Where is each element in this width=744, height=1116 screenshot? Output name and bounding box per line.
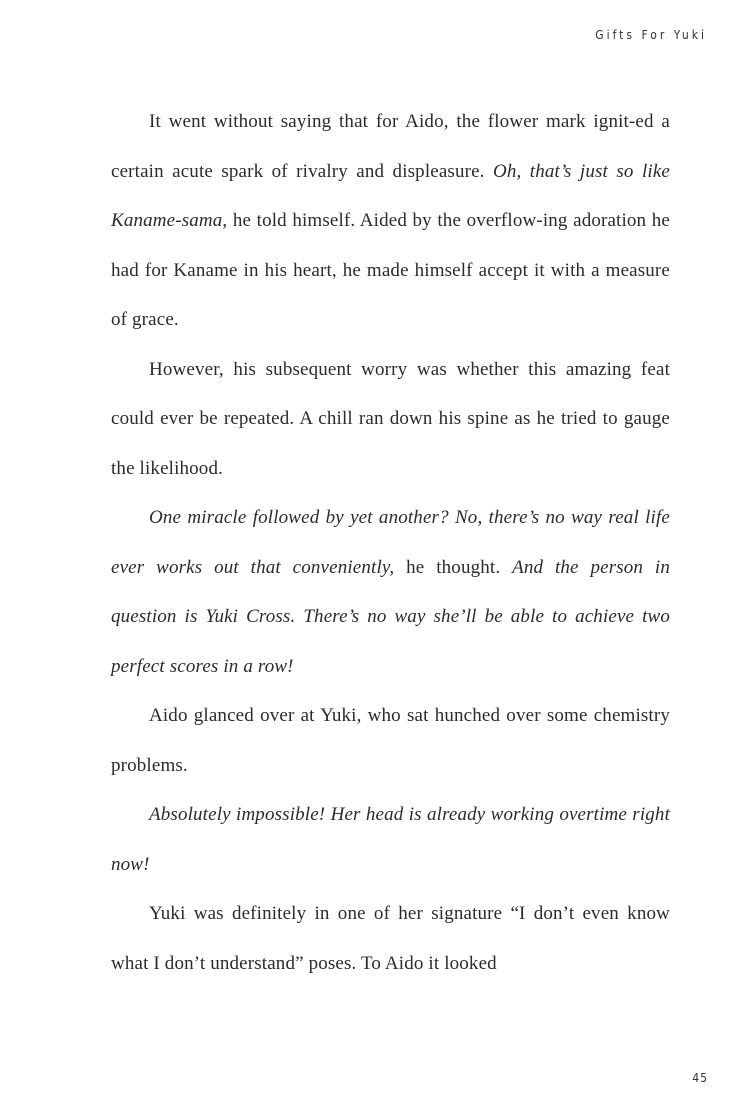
paragraph-1 bbox=[111, 97, 670, 345]
page-body bbox=[111, 97, 670, 988]
paragraph-3-plain: he thought. bbox=[394, 556, 513, 578]
paragraph-3-italic-2: And the person in question is Yuki Cross. There’s no way she’ll be able to achieve two perfect scores in a row! bbox=[111, 556, 670, 677]
running-header-title: Gifts For Yuki bbox=[595, 28, 707, 42]
paragraph-5: Absolutely impossible! Her head is already working overtime right now! bbox=[111, 804, 670, 875]
paragraph-6: Yuki was definitely in one of her signature “I don’t even know what I don’t understand” poses. To Aido it looked bbox=[111, 903, 670, 974]
paragraph-1-text: It went without saying that for Aido, the flower mark ignit-ed a certain acute spark of rivalry and displeasure. bbox=[111, 111, 670, 182]
paragraph-3-italic-1: One miracle followed by yet another? No, there’s no way real life ever works out that conveniently, bbox=[111, 507, 670, 578]
paragraph-1-italic: Oh, that’s just so like Kaname-sama bbox=[111, 160, 670, 231]
paragraph-3 bbox=[111, 493, 670, 691]
paragraph-1-tail: , he told himself. Aided by the overflow-ing adoration he had for Kaname in his heart, he made himself accept it with a measure of grace. bbox=[111, 210, 670, 330]
paragraph-4: Aido glanced over at Yuki, who sat hunched over some chemistry problems. bbox=[111, 705, 670, 776]
page-number: 45 bbox=[692, 1071, 708, 1085]
paragraph-2: However, his subsequent worry was whether this amazing feat could ever be repeated. A chill ran down his spine as he tried to gauge the likelihood. bbox=[111, 358, 670, 479]
